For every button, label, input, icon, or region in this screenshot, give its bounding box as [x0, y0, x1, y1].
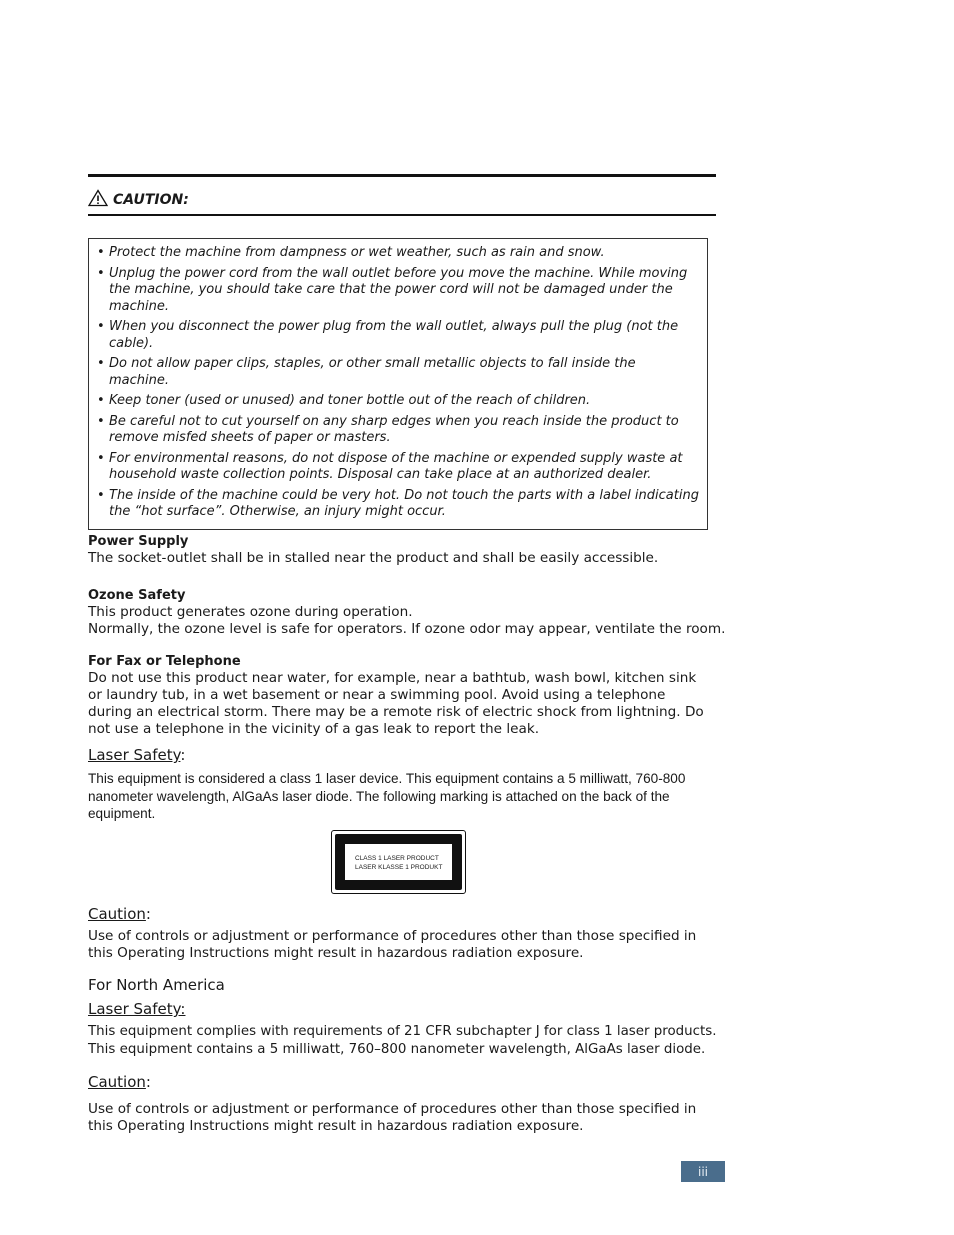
warning-triangle-icon	[88, 189, 108, 211]
power-supply-text: The socket-outlet shall be in stalled near the product and shall be easily accessible.	[88, 550, 659, 566]
power-supply-heading: Power Supply	[88, 534, 189, 549]
ozone-heading: Ozone Safety	[88, 588, 186, 603]
caution-item: • For environmental reasons, do not dispose of the machine or expended supply waste at household waste collection points. Disposal can take place at an authorized dealer.	[97, 450, 683, 482]
laser-class-label	[331, 830, 466, 894]
laser-label-line-1: CLASS 1 LASER PRODUCT	[355, 855, 439, 862]
caution-header	[88, 189, 189, 211]
north-america-heading: For North America	[88, 976, 225, 994]
caution-heading-1: Caution:	[88, 905, 151, 923]
fax-section	[88, 653, 713, 738]
fax-text: Do not use this product near water, for example, near a bathtub, wash bowl, kitchen sink or laundry tub, in a wet basement or near a swimming pool. Avoid using a telephone during an electrical storm. There may be a remote risk of electric shock from lightning. Do not use a telephone in the vicinity of a gas leak to report the leak.	[88, 670, 704, 737]
caution-item: • Unplug the power cord from the wall outlet before you move the machine. While moving the machine, you should take care that the power cord will not be damaged under the machine.	[97, 265, 688, 314]
caution-item: • Do not allow paper clips, staples, or other small metallic objects to fall inside the machine.	[97, 356, 636, 388]
page-number: iii	[681, 1161, 725, 1182]
caution-item: • Protect the machine from dampness or wet weather, such as rain and snow.	[97, 245, 605, 260]
na-laser-safety-heading: Laser Safety:	[88, 1000, 186, 1018]
top-rule	[88, 174, 716, 177]
caution-list	[97, 245, 699, 521]
caution-title: CAUTION:	[113, 192, 189, 208]
fax-heading: For Fax or Telephone	[88, 654, 241, 669]
na-laser-text: This equipment complies with requirements of 21 CFR subchapter J for class 1 laser products. This equipment contains a 5 milliwatt, 760–800 nanometer wavelength, AlGaAs laser diode.	[88, 1024, 717, 1057]
laser-safety-text: This equipment is considered a class 1 laser device. This equipment contains a 5 milliwatt, 760-800 nanometer wavelength, AlGaAs laser diode. The following marking is attached on the back of the equipment.	[88, 771, 686, 821]
caution-item: • The inside of the machine could be very hot. Do not touch the parts with a label indicating the “hot surface”. Otherwise, an injury might occur.	[97, 487, 699, 519]
caution-box	[88, 238, 708, 530]
caution-item: • Keep toner (used or unused) and toner bottle out of the reach of children.	[97, 393, 591, 408]
ozone-section	[88, 587, 728, 638]
caution-text-2: Use of controls or adjustment or performance of procedures other than those specified in this Operating Instructions might result in hazardous radiation exposure.	[88, 1101, 697, 1134]
caution-heading-2: Caution:	[88, 1073, 151, 1091]
laser-label-line-2: LASER KLASSE 1 PRODUKT	[355, 864, 443, 871]
caution-item: • Be careful not to cut yourself on any sharp edges when you reach inside the product to remove misfed sheets of paper or masters.	[97, 413, 679, 445]
ozone-text-1: This product generates ozone during operation.	[88, 604, 413, 620]
caution-rule	[88, 214, 716, 216]
laser-safety-heading: Laser Safety:	[88, 746, 186, 764]
caution-item: • When you disconnect the power plug from the wall outlet, always pull the plug (not the cable).	[97, 319, 679, 351]
caution-text-1: Use of controls or adjustment or performance of procedures other than those specified in this Operating Instructions might result in hazardous radiation exposure.	[88, 928, 697, 961]
power-supply-section	[88, 533, 728, 567]
ozone-text-2: Normally, the ozone level is safe for operators. If ozone odor may appear, ventilate the room.	[88, 621, 726, 637]
